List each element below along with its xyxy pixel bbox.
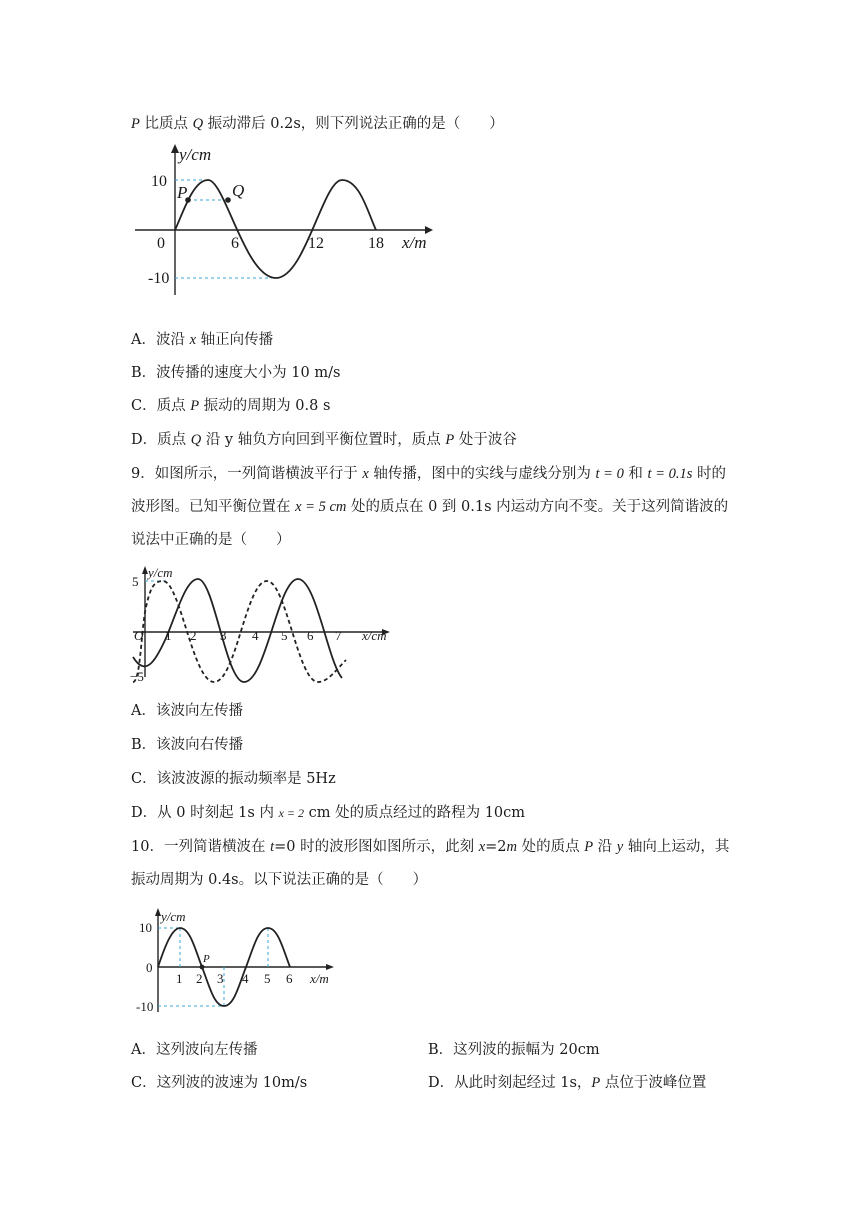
- x-tick-5: 5: [281, 628, 288, 643]
- q10-option-c[interactable]: C．这列波的波速为 10m/s: [131, 1075, 308, 1091]
- svg-text:y/cm: [177, 145, 211, 164]
- origin-label: 0: [157, 235, 165, 252]
- x-tick-3: 3: [220, 628, 227, 643]
- x-tick-6: 6: [307, 628, 314, 643]
- q10-option-a[interactable]: A．这列波向左传播: [131, 1042, 258, 1058]
- x-tick-1: 1: [176, 971, 183, 986]
- q8-option-a[interactable]: A．波沿 x 轴正向传播: [131, 332, 274, 348]
- x-tick-2: 2: [196, 971, 203, 986]
- q9-option-b[interactable]: B．该波向右传播: [131, 737, 244, 753]
- y-axis-label: y/cm: [148, 565, 173, 580]
- x-axis-label: x/cm: [362, 628, 387, 643]
- x-tick-4: 4: [252, 628, 259, 643]
- q8-option-b[interactable]: B．波传播的速度大小为 10 m/s: [131, 365, 341, 381]
- x-tick-18: 18: [368, 235, 384, 252]
- q8-option-d[interactable]: D．质点 Q 沿 y 轴负方向回到平衡位置时，质点 P 处于波谷: [131, 432, 517, 448]
- x-tick-1: 1: [165, 628, 172, 643]
- q9-wave-figure: [128, 562, 394, 682]
- q10-option-b[interactable]: B．这列波的振幅为 20cm: [428, 1042, 600, 1058]
- q10-wave-figure: [130, 904, 340, 1014]
- point-q-label: Q: [232, 181, 245, 200]
- x-tick-5: 5: [264, 971, 271, 986]
- x-tick-12: 12: [308, 235, 324, 252]
- q8-stem: P 比质点 Q 振动滞后 0.2s，则下列说法正确的是（ ）: [131, 116, 504, 132]
- q8-wave-figure: [130, 140, 440, 300]
- point-p-label: P: [177, 183, 188, 202]
- x-tick-2: 2: [190, 628, 197, 643]
- y-tick-10: 10: [139, 920, 152, 935]
- q8-option-c[interactable]: C．质点 P 振动的周期为 0.8 s: [131, 398, 331, 414]
- y-tick-neg5: −5: [130, 669, 144, 684]
- x-tick-6: 6: [231, 235, 239, 252]
- q9-option-a[interactable]: A．该波向左传播: [131, 703, 243, 719]
- y-tick-5: 5: [132, 574, 139, 589]
- y-axis-label: y/cm: [161, 909, 186, 924]
- q10-option-d[interactable]: D．从此时刻起经过 1s，P 点位于波峰位置: [428, 1075, 707, 1091]
- y-axis-label: y/cm: [179, 145, 212, 164]
- origin-label: 0: [146, 960, 153, 975]
- x-axis-label: x/m: [402, 233, 427, 252]
- q9-option-d[interactable]: D．从 0 时刻起 1s 内 x = 2 cm 处的质点经过的路程为 10cm: [131, 805, 526, 821]
- y-tick-10: 10: [151, 173, 167, 190]
- x-tick-6: 6: [286, 971, 293, 986]
- q9-stem-line2: 波形图。已知平衡位置在 x = 5 cm 处的质点在 0 到 0.1s 内运动方向不变。关于这列简谐波的: [131, 499, 729, 515]
- x-tick-3: 3: [217, 971, 224, 986]
- q10-stem-line1: 10．一列简谐横波在 t=0 时的波形图如图所示，此刻 x=2m 处的质点 P 沿 y 轴向上运动，其: [131, 839, 730, 855]
- q9-stem-line3: 说法中正确的是（ ）: [131, 532, 291, 548]
- point-p-label: P: [203, 953, 210, 965]
- q9-option-c[interactable]: C．该波波源的振动频率是 5Hz: [131, 771, 336, 787]
- q9-stem-line1: 9．如图所示，一列简谐横波平行于 x 轴传播，图中的实线与虚线分别为 t = 0 和 t = 0.1s 时的: [131, 466, 726, 482]
- y-tick-neg10: -10: [136, 999, 154, 1014]
- x-axis-label: x/m: [310, 971, 329, 986]
- x-tick-4: 4: [242, 971, 249, 986]
- x-tick-7: 7: [335, 628, 342, 643]
- origin-label: O: [134, 628, 144, 643]
- q10-stem-line2: 振动周期为 0.4s。以下说法正确的是（ ）: [131, 872, 428, 888]
- y-tick-neg10: -10: [148, 270, 170, 287]
